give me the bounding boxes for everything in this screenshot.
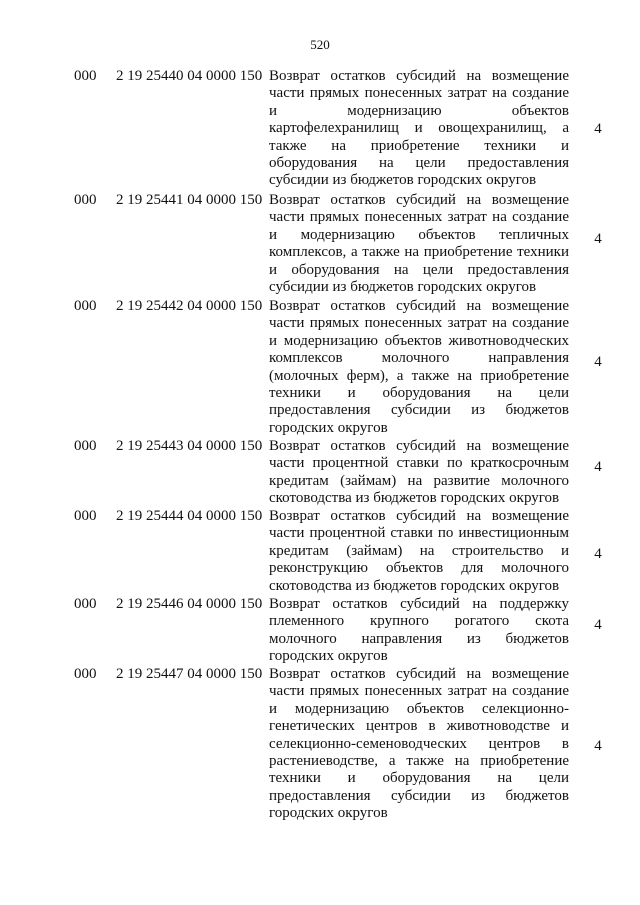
admin-code: 000: [74, 68, 97, 84]
amount-value: 4: [594, 617, 602, 633]
table-row: [0, 192, 640, 298]
income-name: Возврат остатков субсидий на возмещение части прямых понесенных затрат на создание и модернизацию объектов селекционно-генетических центров в животноводстве и селекционно-семеноводческих центров в растениеводстве, а также на приобретение техники и оборудования на цели предоставления субсидии из бюджетов городских округов: [269, 666, 569, 822]
admin-code: 000: [74, 438, 97, 454]
income-name: Возврат остатков субсидий на возмещение части прямых понесенных затрат на создание и модернизацию объектов тепличных комплексов, а также на приобретение техники и оборудования на цели предоставления субсидии из бюджетов городских округов: [269, 192, 569, 296]
admin-code: 000: [74, 508, 97, 524]
admin-code: 000: [74, 298, 97, 314]
table-row: [0, 438, 640, 508]
amount-value: 4: [594, 231, 602, 247]
amount-value: 4: [594, 459, 602, 475]
budget-classification-code: 2 19 25442 04 0000 150: [116, 298, 263, 314]
budget-classification-code: 2 19 25444 04 0000 150: [116, 508, 263, 524]
income-name: Возврат остатков субсидий на возмещение части процентной ставки по инвестиционным кредитам (займам) на строительство и реконструкцию объектов для молочного скотоводства из бюджетов городских округов: [269, 508, 569, 594]
income-name: Возврат остатков субсидий на возмещение части процентной ставки по краткосрочным кредитам (займам) на развитие молочного скотоводства из бюджетов городских округов: [269, 438, 569, 507]
table-row: [0, 596, 640, 666]
amount-value: 4: [594, 546, 602, 562]
page-number: 520: [310, 37, 330, 52]
admin-code: 000: [74, 596, 97, 612]
admin-code: 000: [74, 192, 97, 208]
budget-classification-code: 2 19 25446 04 0000 150: [116, 596, 263, 612]
income-name: Возврат остатков субсидий на возмещение части прямых понесенных затрат на создание и модернизацию объектов картофелехранилищ и овощехранилищ, а также на приобретение техники и оборудования на цели предоставления субсидии из бюджетов городских округов: [269, 68, 569, 189]
admin-code: 000: [74, 666, 97, 682]
amount-value: 4: [594, 738, 602, 754]
income-name: Возврат остатков субсидий на поддержку племенного крупного рогатого скота молочного направления из бюджетов городских округов: [269, 596, 569, 665]
budget-classification-code: 2 19 25447 04 0000 150: [116, 666, 263, 682]
income-name: Возврат остатков субсидий на возмещение части прямых понесенных затрат на создание и модернизацию объектов животноводческих комплексов молочного направления (молочных ферм), а также на приобретение техники и оборудования на цели предоставления субсидии из бюджетов городских округов: [269, 298, 569, 436]
amount-value: 4: [594, 121, 602, 137]
table-row: [0, 298, 640, 438]
table-row: [0, 68, 640, 192]
table-row: [0, 508, 640, 596]
budget-classification-code: 2 19 25443 04 0000 150: [116, 438, 263, 454]
budget-classification-code: 2 19 25441 04 0000 150: [116, 192, 263, 208]
table-row: [0, 666, 640, 826]
budget-code-table: [0, 68, 640, 826]
amount-value: 4: [594, 354, 602, 370]
budget-classification-code: 2 19 25440 04 0000 150: [116, 68, 263, 84]
